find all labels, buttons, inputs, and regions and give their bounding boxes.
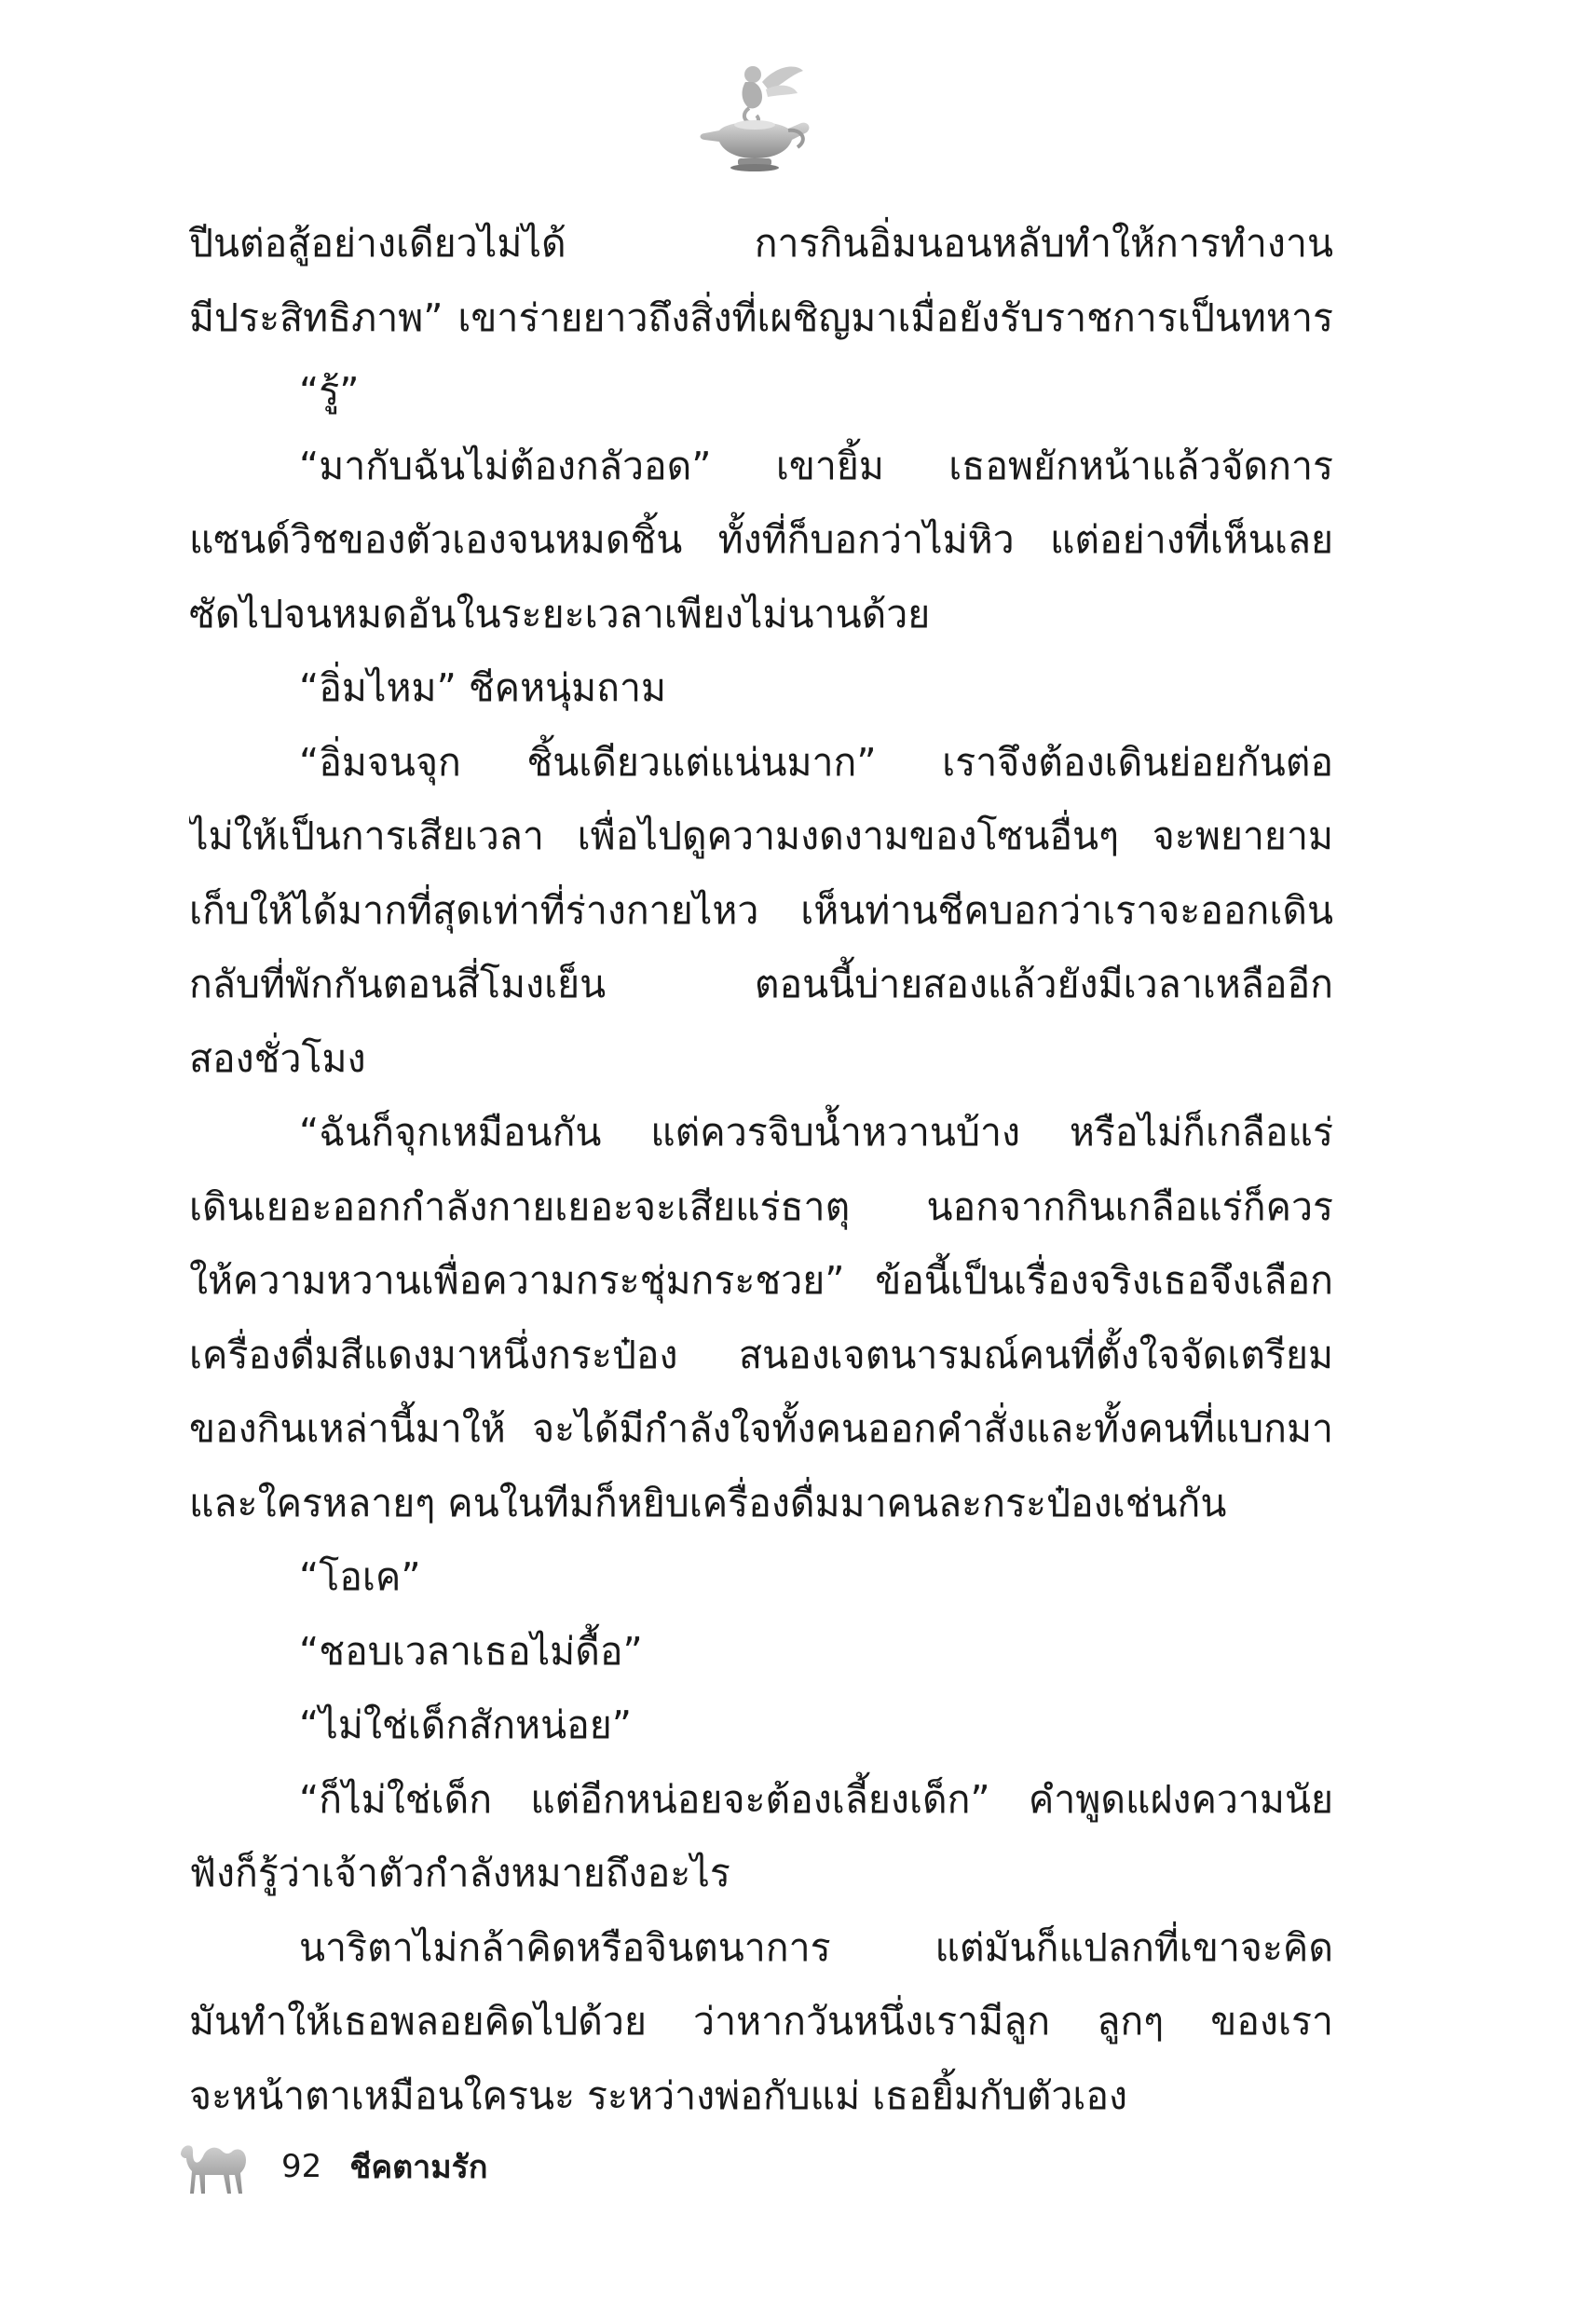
- text-line: กลับที่พักกันตอนสี่โมงเย็น ตอนนี้บ่ายสองแล้วยังมีเวลาเหลืออีก: [189, 962, 1333, 1006]
- text-line: เก็บให้ได้มากที่สุดเท่าที่ร่างกายไหว เห็นท่านชีคบอกว่าเราจะออกเดิน: [189, 887, 1333, 933]
- text-line: ของกินเหล่านี้มาให้ จะได้มีกำลังใจทั้งคนออกคำสั่งและทั้งคนที่แบกมา: [189, 1406, 1333, 1451]
- text-line: แซนด์วิชของตัวเองจนหมดชิ้น ทั้งที่ก็บอกว่าไม่หิว แต่อย่างที่เห็นเลย: [189, 517, 1333, 562]
- text-line: เดินเยอะออกกำลังกายเยอะจะเสียแร่ธาตุ นอกจากกินเกลือแร่ก็ควร: [189, 1183, 1333, 1229]
- genie-lamp-icon: [691, 54, 822, 175]
- camel-icon: [177, 2136, 252, 2197]
- text-line: และใครหลายๆ คนในทีมก็หยิบเครื่องดื่มมาคนละกระป๋องเช่นกัน: [189, 1480, 1227, 1525]
- chapter-body-text: [189, 207, 1333, 2133]
- text-line: “ไม่ใช่เด็กสักหน่อย”: [299, 1702, 632, 1747]
- text-line: ไม่ให้เป็นการเสียเวลา เพื่อไปดูความงดงามของโซนอื่นๆ จะพยายาม: [189, 814, 1333, 858]
- text-line: จะหน้าตาเหมือนใครนะ ระหว่างพ่อกับแม่ เธอยิ้มกับตัวเอง: [189, 2072, 1128, 2118]
- text-line: มีประสิทธิภาพ” เขาร่ายยาวถึงสิ่งที่เผชิญมาเมื่อยังรับราชการเป็นทหาร: [189, 294, 1333, 340]
- page-number: 92: [281, 2148, 322, 2185]
- text-line: สองชั่วโมง: [189, 1035, 366, 1081]
- text-line: ซัดไปจนหมดอันในระยะเวลาเพียงไม่นานด้วย: [189, 591, 931, 636]
- text-line: “ก็ไม่ใช่เด็ก แต่อีกหน่อยจะต้องเลี้ยงเด็ก” คำพูดแฝงความนัย: [299, 1776, 1333, 1822]
- text-line: “โอเค”: [299, 1554, 421, 1599]
- text-line: “ชอบเวลาเธอไม่ดื้อ”: [299, 1628, 643, 1674]
- text-line: มันทำให้เธอพลอยคิดไปด้วย ว่าหากวันหนึ่งเรามีลูก ลูกๆ ของเรา: [189, 1999, 1333, 2044]
- text-line: “มากับฉันไม่ต้องกลัวอด” เขายิ้ม เธอพยักหน้าแล้วจัดการ: [299, 443, 1333, 488]
- text-line: “รู้”: [299, 369, 360, 414]
- text-line: “อิ่มจนจุก ชิ้นเดียวแต่แน่นมาก” เราจึงต้องเดินย่อยกันต่อ: [299, 739, 1333, 785]
- page-footer: [177, 2134, 488, 2199]
- book-title: ชีคตามรัก: [349, 2149, 488, 2186]
- text-line: นาริตาไม่กล้าคิดหรือจินตนาการ แต่มันก็แปลกที่เขาจะคิด: [299, 1924, 1333, 1970]
- text-line: เครื่องดื่มสีแดงมาหนึ่งกระป๋อง สนองเจตนารมณ์คนที่ตั้งใจจัดเตรียม: [189, 1332, 1333, 1377]
- text-line: ให้ความหวานเพื่อความกระชุ่มกระชวย” ข้อนี้เป็นเรื่องจริงเธอจึงเลือก: [189, 1258, 1333, 1303]
- text-line: ปีนต่อสู้อย่างเดียวไม่ได้ การกินอิ่มนอนหลับทำให้การทำงาน: [189, 221, 1333, 266]
- text-line: “ฉันก็จุกเหมือนกัน แต่ควรจิบน้ำหวานบ้าง หรือไม่ก็เกลือแร่: [299, 1110, 1333, 1155]
- text-line: ฟังก็รู้ว่าเจ้าตัวกำลังหมายถึงอะไร: [189, 1851, 730, 1895]
- text-line: “อิ่มไหม” ชีคหนุ่มถาม: [299, 665, 667, 710]
